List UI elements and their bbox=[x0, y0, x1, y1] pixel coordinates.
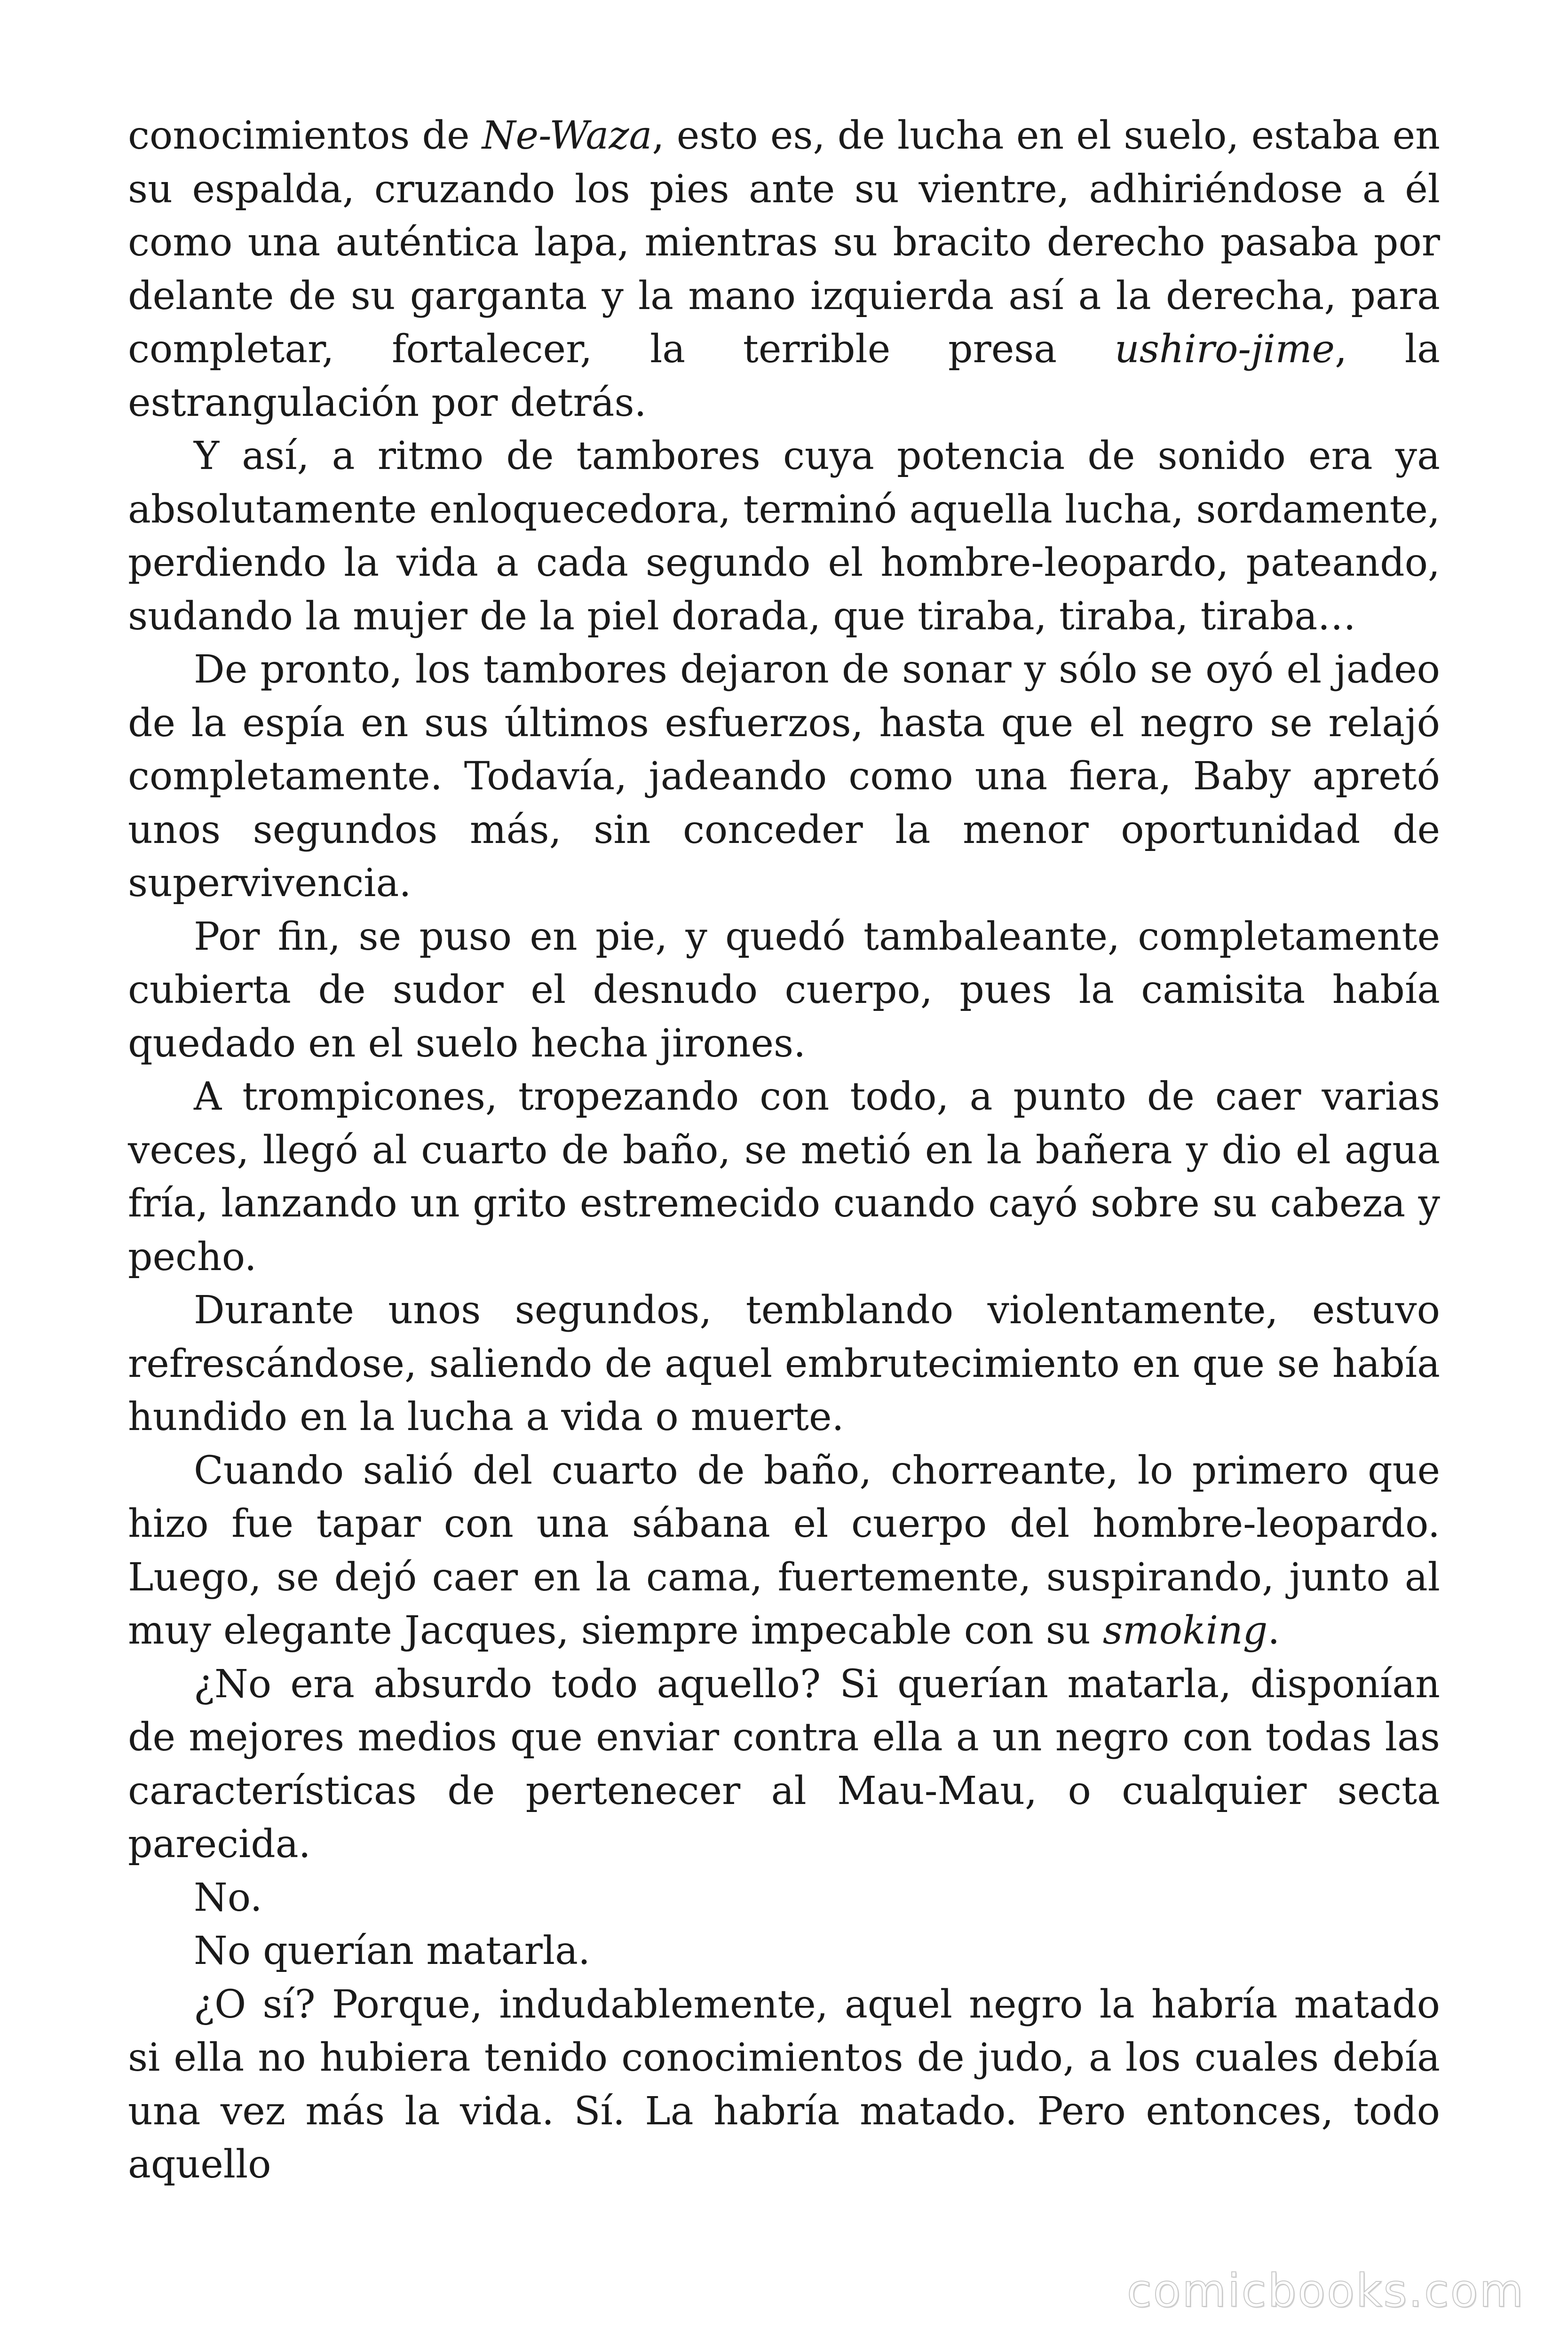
text-run: , esto es, de lucha en el suelo, estaba en su espalda, cruzando los pies ante su vientre, adhiriéndose a él como una auténtica lapa, mientras su bracito derecho pasaba por delante de su garganta y la mano izquierda así a la derecha, para completar, fortalecer, la terrible presa bbox=[128, 113, 1440, 372]
paragraph bbox=[128, 109, 1440, 429]
paragraph bbox=[128, 1658, 1440, 1871]
text-run: Y así, a ritmo de tambores cuya potencia de sonido era ya absolutamente enloquecedora, terminó aquella lucha, sordamente, perdiendo la vida a cada segundo el hombre-leopardo, pateando, sudando la mujer de la piel dorada, que tiraba, tiraba, tiraba… bbox=[128, 434, 1440, 639]
text-run: A trompicones, tropezando con todo, a punto de caer varias veces, llegó al cuarto de baño, se metió en la bañera y dio el agua fría, lanzando un grito estremecido cuando cayó sobre su cabeza y pecho. bbox=[128, 1074, 1440, 1279]
text-run: conocimientos de bbox=[128, 113, 482, 158]
paragraph bbox=[128, 1284, 1440, 1444]
body-text bbox=[128, 109, 1440, 2192]
text-run: . bbox=[1267, 1608, 1280, 1653]
paragraph bbox=[128, 1978, 1440, 2192]
text-run: No querían matarla. bbox=[194, 1929, 591, 1973]
text-run: Cuando salió del cuarto de baño, chorreante, lo primero que hizo fue tapar con una sábana el cuerpo del hombre-leopardo. Luego, se dejó caer en la cama, fuertemente, suspirando, junto al muy elegante Jacques, siempre impecable con su bbox=[128, 1448, 1440, 1653]
paragraph bbox=[128, 910, 1440, 1071]
paragraph bbox=[128, 1070, 1440, 1284]
text-run: No. bbox=[194, 1875, 262, 1920]
paragraph bbox=[128, 429, 1440, 643]
text-run: De pronto, los tambores dejaron de sonar y sólo se oyó el jadeo de la espía en sus últimos esfuerzos, hasta que el negro se relajó completamente. Todavía, jadeando como una fiera, Baby apretó unos segundos más, sin conceder la menor oportunidad de supervivencia. bbox=[128, 647, 1440, 906]
italic-term: ushiro-jime bbox=[1114, 327, 1335, 372]
text-run: Durante unos segundos, temblando violentamente, estuvo refrescándose, saliendo de aquel embrutecimiento en que se había hundido en la lucha a vida o muerte. bbox=[128, 1288, 1440, 1439]
text-run: ¿No era absurdo todo aquello? Si querían matarla, disponían de mejores medios que enviar contra ella a un negro con todas las características de pertenecer al Mau-Mau, o cualquier secta parecida. bbox=[128, 1661, 1440, 1867]
paragraph bbox=[128, 643, 1440, 910]
text-run: ¿O sí? Porque, indudablemente, aquel negro la habría matado si ella no hubiera tenido conocimientos de judo, a los cuales debía una vez más la vida. Sí. La habría matado. Pero entonces, todo aquello bbox=[128, 1982, 1440, 2187]
text-run: , la estrangulación por detrás. bbox=[128, 327, 1440, 425]
paragraph bbox=[128, 1444, 1440, 1658]
paragraph bbox=[128, 1924, 1440, 1978]
italic-term: smoking bbox=[1102, 1608, 1268, 1653]
paragraph bbox=[128, 1871, 1440, 1925]
italic-term: Ne-Waza bbox=[482, 113, 652, 158]
text-run: Por fin, se puso en pie, y quedó tambaleante, completamente cubierta de sudor el desnudo cuerpo, pues la camisita había quedado en el suelo hecha jirones. bbox=[128, 914, 1440, 1066]
site-watermark: comicbooks.com bbox=[1126, 2265, 1525, 2317]
